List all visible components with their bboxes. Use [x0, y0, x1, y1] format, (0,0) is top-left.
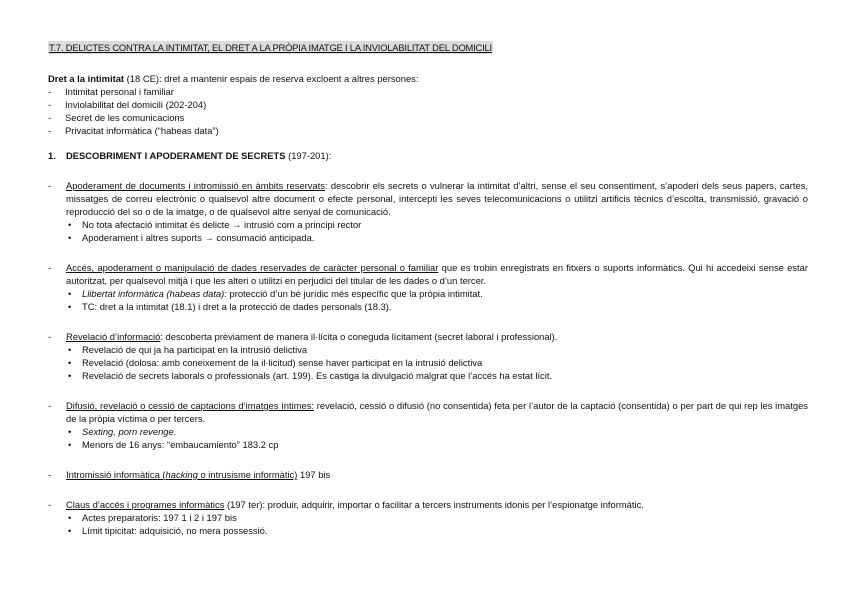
bullet-list: [48, 343, 808, 382]
item-title: [66, 469, 297, 480]
item-title-part: o intrusisme informàtic): [197, 469, 298, 480]
item-revelacio: [48, 330, 808, 343]
item-difusio: [48, 399, 808, 425]
bullet-item: • Revelació de qui ja ha participat en la intrusió delictiva: [48, 343, 808, 356]
bullet-item: • Menors de 16 anys: “embaucamiento” 183.2 cp: [48, 438, 808, 451]
section-number: 1.: [48, 150, 56, 161]
intro-line: [48, 72, 808, 85]
item-title: Accés, apoderament o manipulació de dades reservades de caràcter personal o familiar: [66, 262, 439, 273]
bullet-item: • Límit tipicitat: adquisició, no mera possessió.: [48, 524, 808, 537]
bullet-italic: Llibertat informàtica (habeas data):: [82, 288, 227, 299]
item-title: Difusió, revelació o cessió de captacions d’imatges íntimes:: [66, 400, 315, 411]
item-intromissio: [48, 468, 808, 481]
bullet-item: [48, 287, 808, 300]
item-title: Claus d’accés i programes informàtics: [66, 499, 225, 510]
item-acces-dades: [48, 261, 808, 287]
item-text: (197 ter): produir, adquirir, importar o facilitar a tercers instruments idonis per l’espionatge informàtic.: [224, 499, 644, 510]
bullet-list: [48, 511, 808, 537]
item-title-part: Intromissió informàtica (: [66, 469, 166, 480]
bullet-item: • Revelació de secrets laborals o professionals (art. 199). Es castiga la divulgació malgrat que l’accés ha estat lícit.: [48, 369, 808, 382]
item-text: revelació, cessió o difusió (no consentida) feta per l’autor de la captació (consentida) o per part de qui rep les imatges de la pròpia víctima o per tercers.: [66, 400, 808, 424]
bullet-item: • Sexting, porn revenge.: [48, 425, 808, 438]
intro-lead: Dret a la intimitat: [48, 73, 125, 84]
item-title: Apoderament de documents i intromissió en àmbits reservats: [66, 180, 325, 191]
item-text: : descobrir els secrets o vulnerar la intimitat d’altri, sense el seu consentiment, s’apoderi dels seus papers, cartes, missatges de correu electrònic o qualsevol altre document o efecte personal, intercepti les seves telecomunicacions o utilitzi artificis tècnics d’escolta, transmissió, gravació o reproducció del so o de la imatge, o de qualsevol altre senyal de comunicació.: [66, 180, 808, 217]
item-title: Revelació d’informació: [66, 331, 161, 342]
item-text: : descoberta prèviament de manera il·lícita o coneguda lícitament (secret laboral i professional).: [160, 331, 558, 342]
item-claus-acces: [48, 498, 808, 511]
section-heading: [48, 149, 808, 162]
bullet-item: • No tota afectació intimitat és delicte → intrusió com a principi rector: [48, 218, 808, 231]
item-apoderament: [48, 179, 808, 218]
bullet-list: [48, 287, 808, 313]
intro-item: - Privacitat informàtica (“habeas data”): [48, 124, 808, 137]
document-page: [48, 41, 808, 537]
bullet-item: • Apoderament i altres suports → consumació anticipada.: [48, 231, 808, 244]
item-text: 197 bis: [297, 469, 331, 480]
item-title-italic: hacking: [165, 469, 198, 480]
bullet-item: • TC: dret a la intimitat (18.1) i dret a la protecció de dades personals (18.3).: [48, 300, 808, 313]
bullet-list: [48, 425, 808, 451]
bullet-rest: protecció d’un bé jurídic més específic que la pròpia intimitat.: [226, 288, 483, 299]
intro-item: - Secret de les comunicacions: [48, 111, 808, 124]
bullet-item: • Actes preparatoris: 197 1 i 2 i 197 bis: [48, 511, 808, 524]
bullet-item: • Revelació (dolosa: amb coneixement de la il·licitud) sense haver participat en la intrusió delictiva: [48, 356, 808, 369]
page-title: T.7. DELICTES CONTRA LA INTIMITAT, EL DRET A LA PRÒPIA IMATGE I LA INVIOLABILITAT DEL DOMICILI: [49, 42, 492, 53]
bullet-list: [48, 218, 808, 244]
section-ref: (197-201):: [285, 150, 332, 161]
intro-item: - Intimitat personal i familiar: [48, 85, 808, 98]
section-title: DESCOBRIMENT I APODERAMENT DE SECRETS: [66, 150, 286, 161]
item-text: que es trobin enregistrats en fitxers o suports informàtics. Qui hi accedeixi sense estar autoritzat, per qualsevol mitjà i que les alteri o utilitzi en perjudici del titular de les dades o d’un tercer.: [66, 262, 808, 286]
intro-item: - Inviolabilitat del domicili (202-204): [48, 98, 808, 111]
intro-rest: (18 CE): dret a mantenir espais de reserva excloent a altres persones:: [124, 73, 419, 84]
